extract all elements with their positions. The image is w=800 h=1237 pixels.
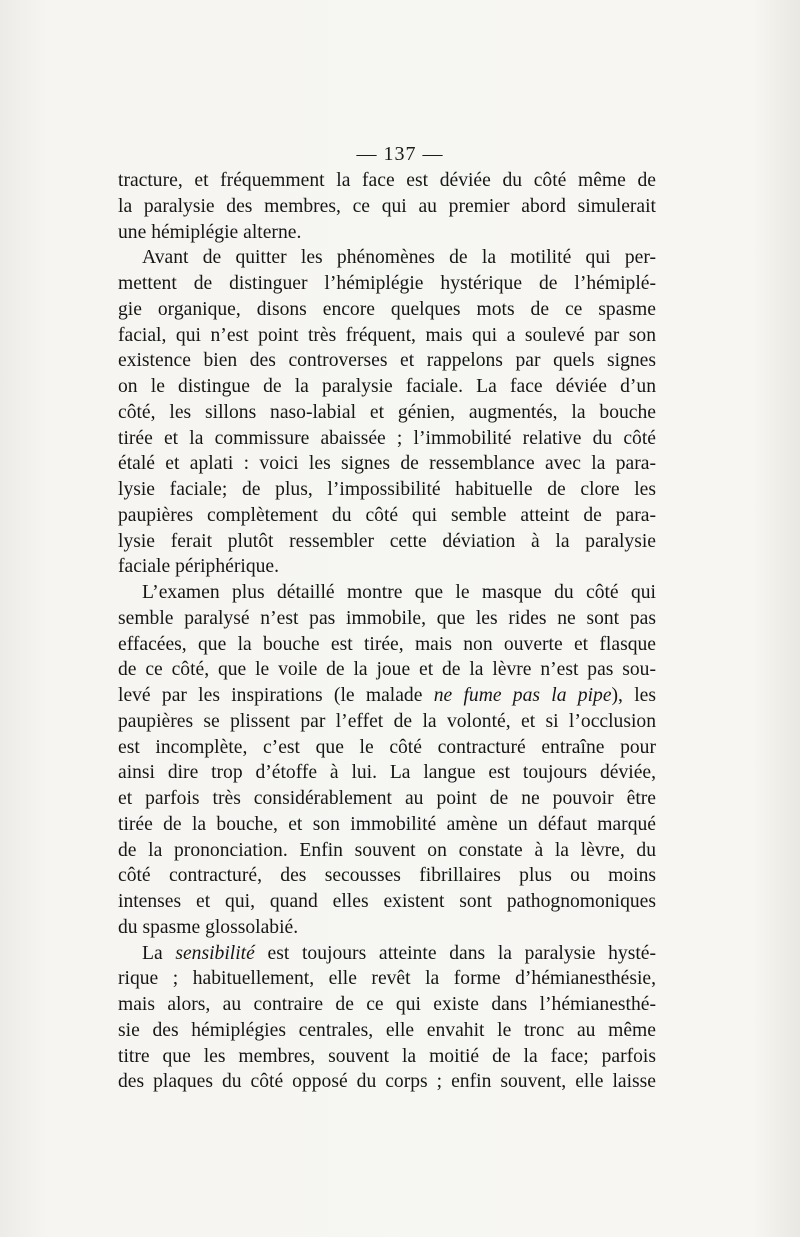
text-line: côté contracturé, des secousses fibrillaires plus ou moins (118, 865, 656, 887)
text-line: rique ; habituellement, elle revêt la forme d’hémianesthésie, (118, 968, 656, 990)
text-line (118, 683, 656, 709)
text-line: L’examen plus détaillé montre que le masque du côté qui (142, 582, 656, 603)
text-line: tirée de la bouche, et son immobilité amène un défaut marqué (118, 813, 656, 835)
text-line: paupières complètement du côté qui semble atteint de para- (118, 504, 656, 526)
text-line: gie organique, disons encore quelques mots de ce spasme (118, 298, 656, 320)
text-segment: ), les (611, 685, 656, 706)
page-number: — 137 — (356, 143, 444, 165)
text-line: facial, qui n’est point très fréquent, mais qui a soulevé par son (118, 324, 656, 346)
text-line: titre que les membres, souvent la moitié de la face; parfois (118, 1045, 656, 1067)
text-segment: est toujours atteinte dans la paralysie hysté- (254, 942, 656, 964)
text-line: paupières se plissent par l’effet de la volonté, et si l’occlusion (118, 710, 656, 732)
text-line: Avant de quitter les phénomènes de la motilité qui per- (142, 247, 656, 269)
text-line: effacées, que la bouche est tirée, mais non ouverte et flasque (118, 633, 656, 655)
text-line: lysie ferait plutôt ressembler cette déviation à la paralysie (118, 530, 656, 552)
body-text (118, 168, 656, 1095)
text-line: semble paralysé n’est pas immobile, que les rides ne sont pas (118, 607, 656, 629)
text-line: on le distingue de la paralysie faciale. La face déviée d’un (118, 376, 656, 397)
text-line: mais alors, au contraire de ce qui existe dans l’hémianesthé- (118, 994, 656, 1015)
text-line: est incomplète, c’est que le côté contracturé entraîne pour (118, 736, 656, 758)
italic-text: ne fume pas la pipe (433, 685, 612, 706)
text-line: des plaques du côté opposé du corps ; enfin souvent, elle laisse (118, 1071, 656, 1093)
text-line: faciale périphérique. (118, 556, 280, 578)
text-line: existence bien des controverses et rappelons par quels signes (118, 350, 656, 372)
text-line: de ce côté, que le voile de la joue et de la lèvre n’est pas sou- (118, 659, 656, 681)
text-segment: levé par les inspirations (le malade (118, 685, 434, 706)
text-line: du spasme glossolabié. (118, 916, 299, 938)
text-line: lysie faciale; de plus, l’impossibilité habituelle de clore les (118, 479, 656, 500)
text-line (118, 941, 656, 967)
text-line: côté, les sillons naso-labial et génien, augmentés, la bouche (118, 401, 656, 423)
text-line: ainsi dire trop d’étoffe à lui. La langue est toujours déviée, (118, 762, 656, 784)
text-line: mettent de distinguer l’hémiplégie hystérique de l’hémiplé- (118, 273, 656, 294)
text-line: intenses et qui, quand elles existent sont pathognomoniques (118, 891, 656, 912)
text-line: sie des hémiplégies centrales, elle envahit le tronc au même (118, 1019, 656, 1041)
text-line: et parfois très considérablement au point de ne pouvoir être (118, 788, 656, 809)
text-segment: La (142, 942, 176, 964)
text-line: étalé et aplati : voici les signes de ressemblance avec la para- (118, 453, 656, 475)
text-line: tirée et la commissure abaissée ; l’immobilité relative du côté (118, 427, 656, 449)
text-line: la paralysie des membres, ce qui au premier abord simulerait (118, 195, 656, 217)
text-line: tracture, et fréquemment la face est déviée du côté même de (118, 170, 656, 191)
text-line: une hémiplégie alterne. (118, 221, 302, 243)
italic-text: sensibilité (175, 942, 255, 964)
text-line: de la prononciation. Enfin souvent on constate à la lèvre, du (118, 839, 656, 861)
